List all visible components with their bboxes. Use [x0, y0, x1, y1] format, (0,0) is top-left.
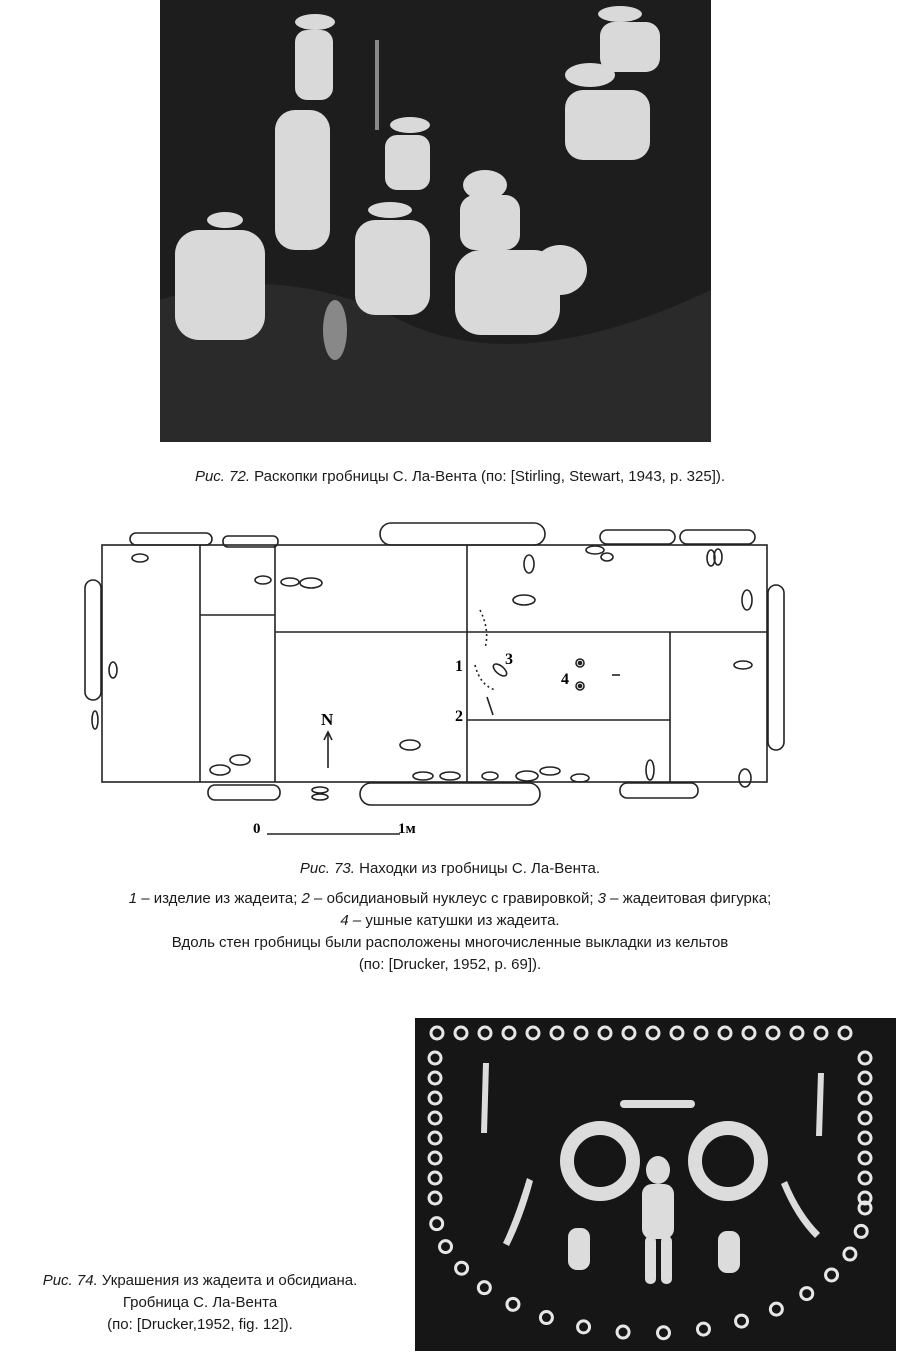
- figure-number: Рис. 74.: [42, 1272, 98, 1289]
- caption-note: Вдоль стен гробницы были расположены многочисленные выкладки из кельтов: [171, 934, 729, 951]
- legend-line-1: [40, 888, 860, 910]
- north-label: N: [321, 710, 334, 729]
- legend-4-text: – ушные катушки из жадеита.: [348, 912, 560, 929]
- legend-line-2: [40, 910, 860, 932]
- find-label-4: 4: [561, 671, 569, 688]
- ornaments-photo-illustration: [415, 1018, 896, 1351]
- legend-1-text: – изделие из жадеита;: [137, 890, 302, 907]
- find-label-1: 1: [455, 658, 463, 675]
- tomb-plan-diagram: [75, 520, 795, 850]
- scale-start-label: 0: [253, 821, 261, 837]
- figure-74-caption: [5, 1270, 395, 1336]
- legend-2-text: – обсидиановый нуклеус с гравировкой;: [309, 890, 598, 907]
- legend-3-text: – жадеитовая фигурка;: [606, 890, 772, 907]
- legend-1-number: 1: [128, 890, 138, 907]
- caption-text: Раскопки гробницы С. Ла-Вента (по: [Stirling, Stewart, 1943, p. 325]).: [254, 468, 726, 485]
- caption-line-1: [5, 1270, 395, 1292]
- caption-line-2: Гробница С. Ла-Вента: [122, 1294, 278, 1311]
- scale-end-label: 1м: [398, 821, 416, 837]
- legend-3-number: 3: [597, 890, 607, 907]
- figure-72-caption: [120, 466, 800, 488]
- caption-line-3: (по: [Drucker,1952, fig. 12]).: [107, 1316, 293, 1333]
- legend-2-number: 2: [301, 890, 310, 907]
- excavation-photo-illustration: [160, 0, 711, 442]
- caption-title: Находки из гробницы С. Ла-Вента.: [359, 860, 601, 877]
- figure-73-caption: [40, 858, 860, 976]
- caption-text: Украшения из жадеита и обсидиана.: [101, 1272, 358, 1289]
- ornaments-photo: [415, 1018, 896, 1351]
- caption-source: (по: [Drucker, 1952, p. 69]).: [358, 956, 542, 973]
- figure-number: Рис. 72.: [194, 468, 250, 485]
- figure-number: Рис. 73.: [299, 860, 355, 877]
- caption-title-line: [40, 858, 860, 880]
- find-label-3: 3: [505, 651, 513, 668]
- find-label-2: 2: [455, 708, 463, 725]
- tomb-outline: [102, 545, 767, 782]
- excavation-photo: [160, 0, 711, 442]
- legend-4-number: 4: [340, 912, 349, 929]
